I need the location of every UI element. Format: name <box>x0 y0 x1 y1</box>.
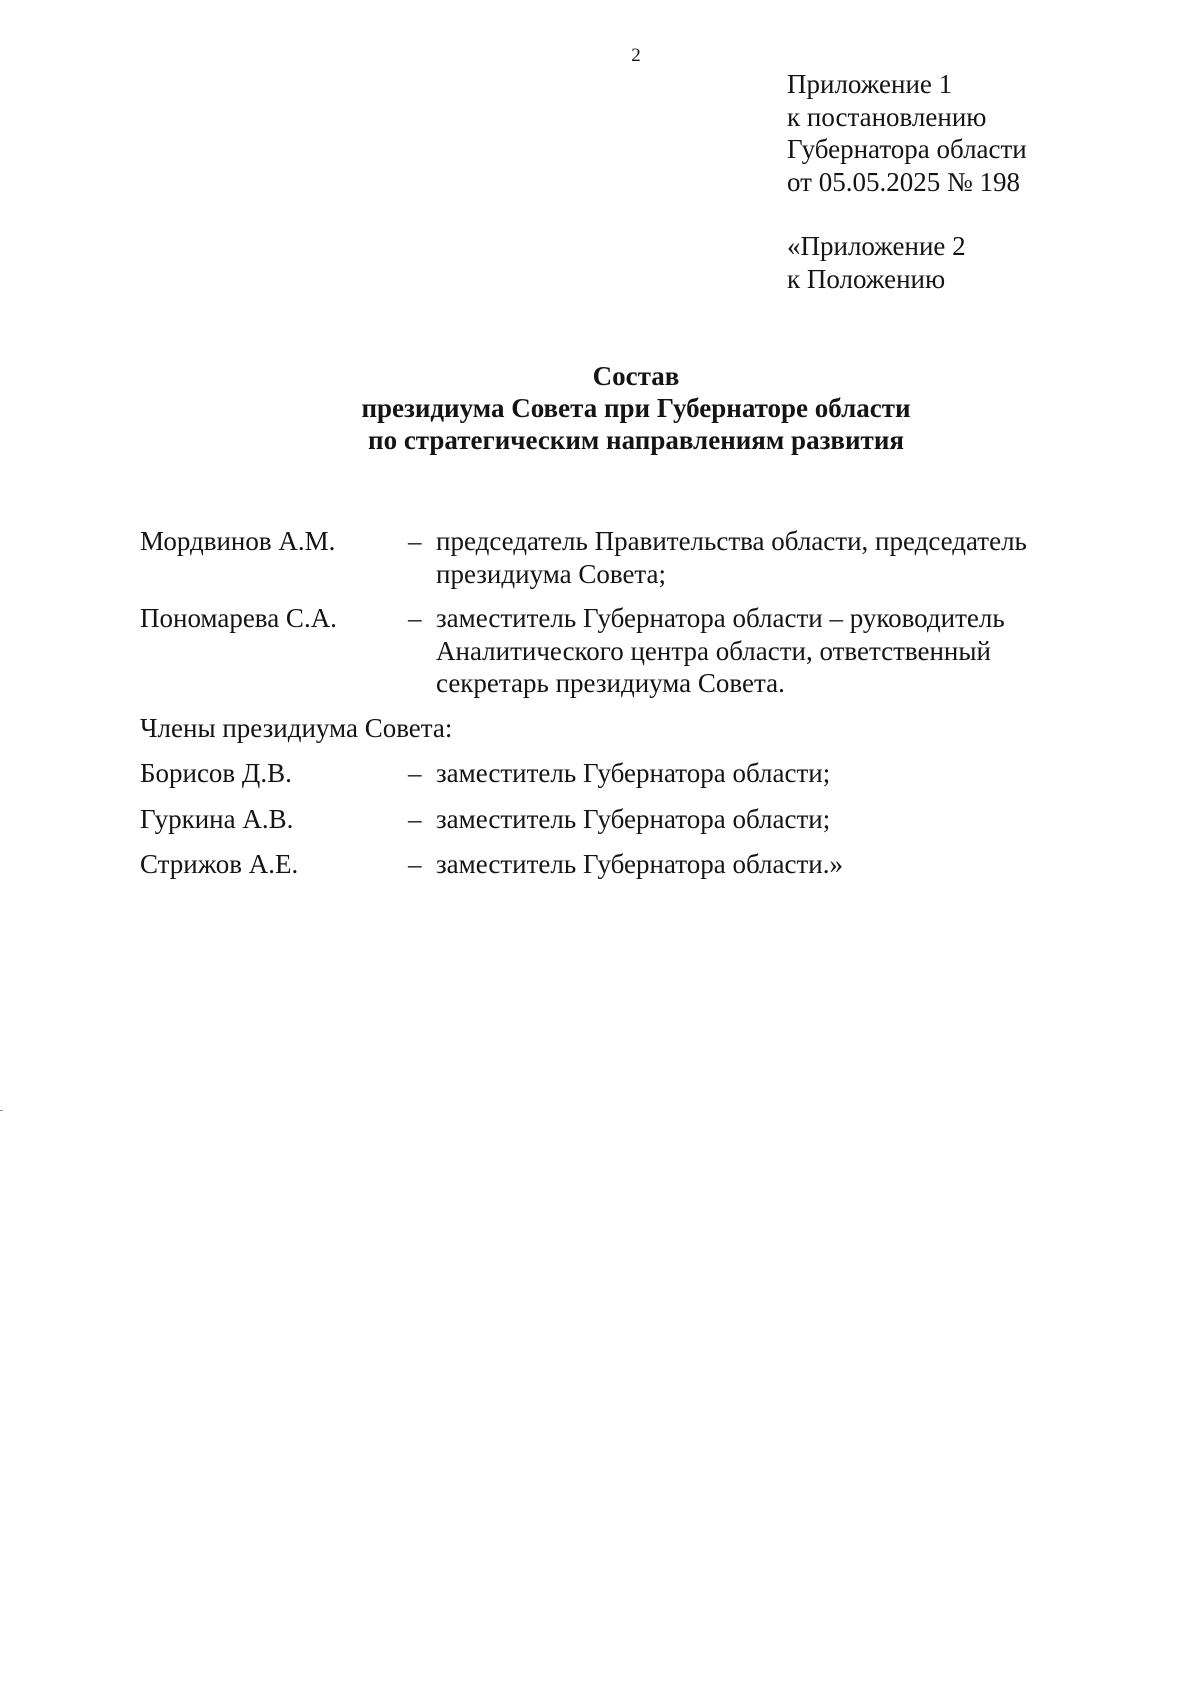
presidium-composition <box>140 525 1080 894</box>
person-role: заместитель Губернатора области – руководитель Аналитического центра области, ответственный секретарь президиума Совета. <box>436 603 1005 698</box>
dash-separator: – <box>408 803 422 834</box>
page-number: 2 <box>631 45 641 66</box>
member-row <box>140 757 1080 790</box>
annex-subline: к Положению <box>787 263 946 294</box>
person-name: Стрижов А.Е. <box>140 849 299 879</box>
annex-gap <box>787 198 1027 230</box>
title-line: по стратегическим направлениям развития <box>368 425 904 455</box>
annex-subline: «Приложение 2 <box>787 231 966 261</box>
title-line: президиума Совета при Губернаторе области <box>361 393 911 423</box>
annex-line: к постановлению <box>787 101 987 132</box>
annex-line: Губернатора области <box>787 134 1027 164</box>
dash-separator: – <box>408 758 422 788</box>
dash-separator: – <box>408 849 422 879</box>
member-row <box>140 803 1080 836</box>
dash-separator: – <box>408 603 422 633</box>
members-label: Члены президиума Совета: <box>140 712 453 743</box>
person-role: заместитель Губернатора области; <box>436 758 831 788</box>
document-title <box>0 360 1200 456</box>
annex-line: Приложение 1 <box>787 69 953 99</box>
person-role: председатель Правительства области, председатель президиума Совета; <box>436 526 1027 589</box>
annex-date-number: от 05.05.2025 № 198 <box>787 166 1020 197</box>
scan-artifact <box>0 1110 3 1111</box>
dash-separator: – <box>408 526 422 556</box>
person-name: Мордвинов А.М. <box>140 526 336 556</box>
member-row <box>140 848 1080 881</box>
annex-block <box>787 68 1027 295</box>
person-role: заместитель Губернатора области; <box>436 803 831 834</box>
leader-row <box>140 602 1080 700</box>
leader-row <box>140 525 1080 590</box>
person-name: Пономарева С.А. <box>140 603 337 633</box>
person-role: заместитель Губернатора области.» <box>436 849 843 879</box>
person-name: Гуркина А.В. <box>140 803 294 834</box>
title-line: Состав <box>592 361 680 391</box>
person-name: Борисов Д.В. <box>140 758 292 788</box>
